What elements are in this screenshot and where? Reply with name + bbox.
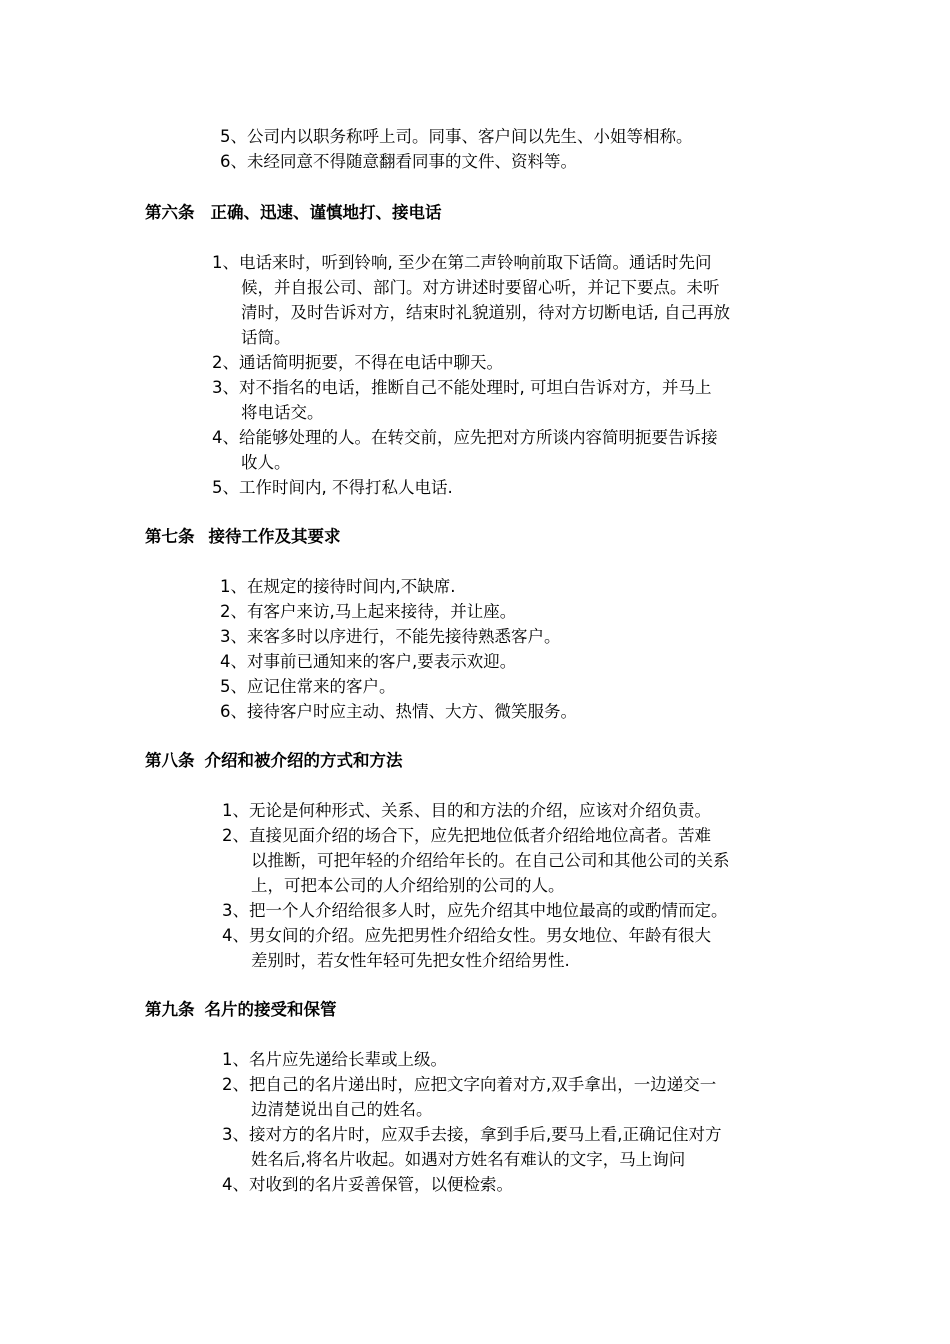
list-item: 1、在规定的接待时间内,不缺席. bbox=[220, 577, 456, 596]
list-item: 5、应记住常来的客户。 bbox=[220, 677, 396, 696]
list-item: 1、无论是何种形式、关系、目的和方法的介绍，应该对介绍负责。 bbox=[222, 801, 711, 820]
list-item: 1、名片应先递给长辈或上级。 bbox=[222, 1050, 447, 1069]
section-number: 第六条 bbox=[145, 203, 195, 222]
list-item: 2、把自己的名片递出时，应把文字向着对方,双手拿出，一边递交一 bbox=[222, 1075, 717, 1094]
section-heading bbox=[145, 997, 337, 1022]
list-item: 3、来客多时以序进行，不能先接待熟悉客户。 bbox=[220, 627, 561, 646]
list-item-continuation: 上，可把本公司的人介绍给别的公司的人。 bbox=[251, 876, 565, 895]
list-item: 1、电话来时，听到铃响, 至少在第二声铃响前取下话筒。通话时先问 bbox=[212, 253, 712, 272]
section-heading bbox=[145, 524, 341, 549]
list-item-continuation: 边清楚说出自己的姓名。 bbox=[251, 1100, 433, 1119]
list-item: 4、对事前已通知来的客户,要表示欢迎。 bbox=[220, 652, 517, 671]
list-item: 3、把一个人介绍给很多人时，应先介绍其中地位最高的或酌情而定。 bbox=[222, 901, 728, 920]
list-item: 6、未经同意不得随意翻看同事的文件、资料等。 bbox=[220, 152, 577, 171]
list-item: 2、有客户来访,马上起来接待，并让座。 bbox=[220, 602, 517, 621]
list-item: 4、男女间的介绍。应先把男性介绍给女性。男女地位、年龄有很大 bbox=[222, 926, 711, 945]
section-number: 第七条 bbox=[145, 527, 195, 546]
list-item: 3、对不指名的电话，推断自己不能处理时, 可坦白告诉对方，并马上 bbox=[212, 378, 712, 397]
section-title: 介绍和被介绍的方式和方法 bbox=[204, 751, 403, 770]
list-item: 2、直接见面介绍的场合下，应先把地位低者介绍给地位高者。苦难 bbox=[222, 826, 711, 845]
list-item: 6、接待客户时应主动、热情、大方、微笑服务。 bbox=[220, 702, 577, 721]
section-title: 名片的接受和保管 bbox=[204, 1000, 337, 1019]
list-item-continuation: 以推断，可把年轻的介绍给年长的。在自己公司和其他公司的关系 bbox=[251, 851, 730, 870]
list-item-continuation: 收人。 bbox=[241, 453, 291, 472]
list-item-continuation: 候，并自报公司、部门。对方讲述时要留心听，并记下要点。未听 bbox=[241, 278, 720, 297]
list-item: 3、接对方的名片时，应双手去接，拿到手后,要马上看,正确记住对方 bbox=[222, 1125, 722, 1144]
list-item-continuation: 将电话交。 bbox=[241, 403, 324, 422]
section-heading bbox=[145, 200, 442, 225]
list-item: 5、工作时间内, 不得打私人电话. bbox=[212, 478, 453, 497]
section-heading bbox=[145, 748, 403, 773]
list-item: 4、对收到的名片妥善保管，以便检索。 bbox=[222, 1175, 513, 1194]
list-item-continuation: 姓名后,将名片收起。如遇对方姓名有难认的文字，马上询问 bbox=[251, 1150, 686, 1169]
list-item-continuation: 差别时，若女性年轻可先把女性介绍给男性. bbox=[251, 951, 570, 970]
section-title: 正确、迅速、谨慎地打、接电话 bbox=[210, 203, 442, 222]
list-item: 4、给能够处理的人。在转交前，应先把对方所谈内容简明扼要告诉接 bbox=[212, 428, 718, 447]
section-number: 第九条 bbox=[145, 1000, 195, 1019]
section-title: 接待工作及其要求 bbox=[208, 527, 341, 546]
list-item: 2、通话简明扼要，不得在电话中聊天。 bbox=[212, 353, 503, 372]
list-item-continuation: 话筒。 bbox=[241, 328, 291, 347]
list-item: 5、公司内以职务称呼上司。同事、客户间以先生、小姐等相称。 bbox=[220, 127, 693, 146]
list-item-continuation: 清时，及时告诉对方，结束时礼貌道别，待对方切断电话, 自己再放 bbox=[241, 303, 730, 322]
section-number: 第八条 bbox=[145, 751, 195, 770]
